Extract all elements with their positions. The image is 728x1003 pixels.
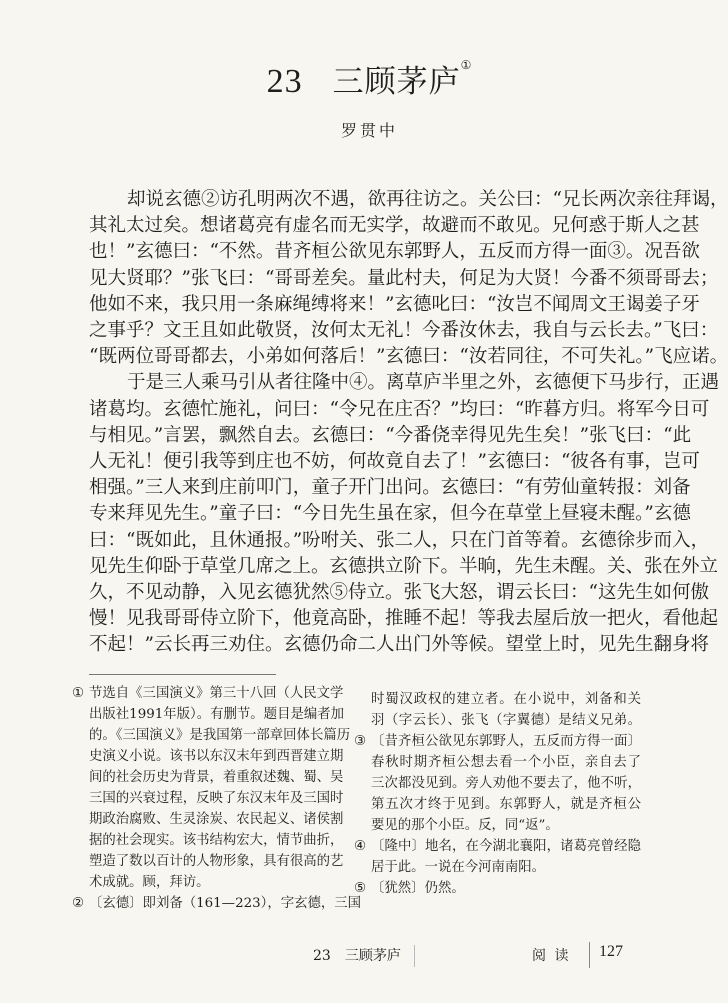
footnote-text: 三国的兴衰过程，反映了东汉末年及三国时 [89, 791, 344, 806]
footnote-text: 〔昔齐桓公欲见东郭野人，五反而方得一面〕 [371, 734, 641, 749]
main-text [89, 187, 728, 659]
footnote-line [371, 752, 641, 773]
footnote-text: 的。《三国演义》是我国第一部章回体长篇历 [89, 728, 351, 743]
footnote-text: 时蜀汉政权的建立者。在小说中，刘备和关 [371, 692, 641, 707]
footnote-text: 〔玄德〕即刘备（161—223），字玄德，三国 [89, 896, 362, 911]
footnote-text: 节选自《三国演义》第三十八回（人民文学 [89, 686, 344, 701]
lesson-number: 23 [266, 63, 303, 100]
footnote-line [89, 830, 344, 851]
author: 罗贯中 [340, 121, 398, 140]
footnote-line [89, 851, 344, 872]
footer-divider [414, 945, 415, 967]
footnote-line [371, 710, 641, 731]
footnote-line [89, 767, 344, 788]
footnote-line [89, 788, 344, 809]
footnote-text: 〔隆中〕地名，在今湖北襄阳，诸葛亮曾经隐 [371, 839, 641, 854]
text-line: 与相见。”言罢，飘然自去。玄德曰：“今番侥幸得见先生矣！”张飞曰：“此 [89, 424, 692, 446]
footnote-line [354, 878, 641, 899]
text-line: 曰：“既如此，且休通报。”吩咐关、张二人，只在门首等着。玄德徐步而入， [89, 529, 710, 551]
footnote-divider [89, 674, 276, 675]
text-line: 他如不来，我只用一条麻绳缚将来！”玄德叱曰：“汝岂不闻周文王谒姜子牙 [89, 293, 700, 315]
footnote-line [72, 683, 344, 704]
footnote-text: 〔犹然〕仍然。 [371, 881, 465, 896]
text-line: “既两位哥哥都去，小弟如何落后！”玄德曰：“汝若同往，不可失礼。”飞应诺。 [89, 346, 728, 368]
footnote-line [89, 809, 344, 830]
text-line: 诸葛均。玄德忙施礼，问曰：“令兄在庄否？”均曰：“昨暮方归。将军今日可 [89, 398, 710, 420]
footnote-number: ④ [354, 839, 367, 854]
footnote-line [371, 815, 641, 836]
text-line: 专来拜见先生。”童子曰：“今日先生虽在家，但今在草堂上昼寝未醒。”玄德 [89, 503, 691, 525]
text-line: 久，不见动静，入见玄德犹然⑤侍立。张飞大怒，谓云长曰：“这先生如何傲 [89, 582, 709, 604]
text-line: 其礼太过矣。想诸葛亮有虚名而无实学，故避而不敢见。兄何惑于斯人之甚 [89, 215, 700, 237]
footnote-text: 塑造了数以百计的人物形象，具有很高的艺 [89, 854, 344, 869]
footnotes-left-column [72, 683, 362, 914]
footnote-text: 据的社会现实。该书结构宏大，情节曲折， [89, 833, 344, 848]
footnote-line [371, 689, 641, 710]
footnote-line [371, 794, 641, 815]
text-line: 见先生仰卧于草堂几席之上。玄德拱立阶下。半晌，先生未醒。关、张在外立 [89, 555, 719, 577]
text-line: 于是三人乘马引从者往隆中④。离草庐半里之外，玄德便下马步行，正遇 [127, 372, 720, 394]
lesson-title: 三顾茅庐 [332, 64, 461, 100]
title-footnote-marker: ① [460, 58, 473, 72]
footnote-text: 羽（字云长）、张飞（字翼德）是结义兄弟。 [371, 713, 641, 728]
footnote-number: ① [72, 686, 85, 701]
text-line: 见大贤耶？”张飞曰：“哥哥差矣。量此村夫，何足为大贤！今番不须哥哥去； [89, 267, 719, 289]
footnote-text: 居于此。一说在今河南南阳。 [371, 860, 546, 875]
text-line: 之事乎？文王且如此敬贤，汝何太无礼！今番汝休去，我自与云长去。”飞曰： [89, 320, 719, 342]
footnote-number: ③ [354, 734, 367, 749]
footnote-line [89, 746, 344, 767]
footer-page-divider [589, 942, 590, 968]
text-line: 人无礼！便引我等到庄也不妨，何故竟自去了！”玄德曰：“彼各有事，岂可 [89, 451, 700, 473]
footnote-line [89, 704, 345, 725]
footnote-text: 三次都没见到。旁人劝他不要去了，他不听， [371, 776, 641, 791]
footnote-line [72, 893, 362, 914]
footnote-line [371, 773, 641, 794]
page-number: 127 [599, 943, 623, 960]
text-line: 相强。”三人来到庄前叩门，童子开门出问。玄德曰：“有劳仙童转报：刘备 [89, 477, 691, 499]
footnotes-right-column [354, 689, 641, 899]
footnote-text: 术成就。顾，拜访。 [89, 875, 210, 890]
footnote-line [371, 857, 641, 878]
text-line: 却说玄德②访孔明两次不遇，欲再往访之。关公曰：“兄长两次亲往拜谒， [127, 189, 728, 210]
footer-lesson-title: 23 三顾茅庐 [313, 948, 401, 964]
text-line: 也！”玄德曰：“不然。昔齐桓公欲见东郭野人，五反而方得一面③。况吾欲 [89, 241, 700, 263]
footnote-text: 间的社会历史为背景，着重叙述魏、蜀、吴 [89, 770, 344, 785]
footnote-line [89, 872, 341, 893]
footnote-text: 期政治腐败、生灵涂炭、农民起义、诸侯割 [89, 812, 344, 827]
footnote-line [354, 836, 641, 857]
footnote-line [89, 725, 351, 746]
page-title [0, 56, 669, 101]
footnote-number: ⑤ [354, 881, 367, 896]
text-line: 慢！见我哥哥侍立阶下，他竟高卧，推睡不起！等我去屋后放一把火，看他起 [89, 608, 719, 630]
footnote-text: 春秋时期齐桓公想去看一个小臣，亲自去了 [371, 755, 641, 770]
footnote-text: 要见的那个小臣。反，同“返”。 [371, 818, 559, 833]
footnote-line [354, 731, 641, 752]
text-line: 不起！”云长再三劝住。玄德仍命二人出门外等候。望堂上时，见先生翻身将 [89, 634, 709, 656]
footnote-number: ② [72, 896, 85, 911]
footer-section: 阅 读 [532, 948, 571, 964]
footnote-text: 史演义小说。该书以东汉末年到西晋建立期 [89, 749, 344, 764]
footnote-text: 第五次才终于见到。东郭野人，就是齐桓公 [371, 797, 641, 812]
footnote-text: 出版社1991年版）。有删节。题目是编者加 [89, 707, 345, 722]
